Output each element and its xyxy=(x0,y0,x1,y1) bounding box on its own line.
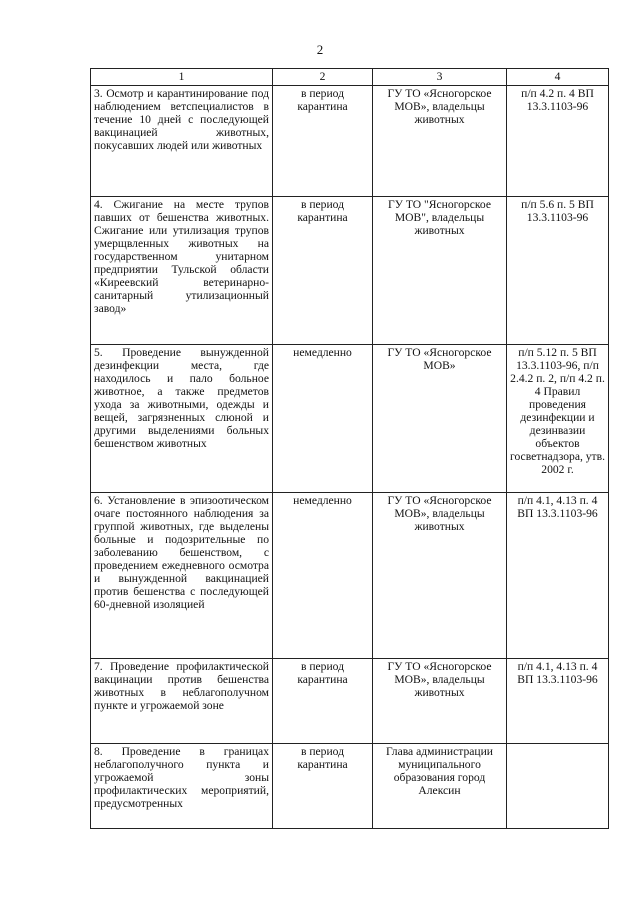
column-header: 1 xyxy=(91,69,273,86)
table-row xyxy=(91,345,609,493)
responsible-cell: ГУ ТО «Ясногорское МОВ», владельцы животных xyxy=(373,659,507,744)
basis-cell: п/п 4.1, 4.13 п. 4 ВП 13.3.1103-96 xyxy=(507,659,609,744)
measures-table xyxy=(90,68,609,829)
responsible-cell: ГУ ТО «Ясногорское МОВ», владельцы животных xyxy=(373,86,507,197)
column-header: 3 xyxy=(373,69,507,86)
table-header-row xyxy=(91,69,609,86)
action-cell: 5. Проведение вынужденной дезинфекции места, где находилось и пало больное животное, а также предметов ухода за животными, одежды и вещей, загрязненных слюной и другими выделениями больных бешенством животных xyxy=(91,345,273,493)
action-cell: 4. Сжигание на месте трупов павших от бешенства животных. Сжигание или утилизация трупов умерщвленных животных на государственном унитарном предприятии Тульской области «Киреевский ветеринарно-санитарный утилизационный завод» xyxy=(91,197,273,345)
basis-cell: п/п 5.6 п. 5 ВП 13.3.1103-96 xyxy=(507,197,609,345)
table-row xyxy=(91,86,609,197)
action-cell: 3. Осмотр и карантинирование под наблюдением ветспециалистов в течение 10 дней с последующей вакцинацией животных, покусавших людей или животных xyxy=(91,86,273,197)
basis-cell: п/п 5.12 п. 5 ВП 13.3.1103-96, п/п 2.4.2 п. 2, п/п 4.2 п. 4 Правил проведения дезинфекции и дезинвазии объектов госветнадзора, утв. 2002 г. xyxy=(507,345,609,493)
table-row xyxy=(91,493,609,659)
table-row xyxy=(91,744,609,829)
term-cell: немедленно xyxy=(273,493,373,659)
responsible-cell: ГУ ТО «Ясногорское МОВ», владельцы животных xyxy=(373,493,507,659)
table-row xyxy=(91,659,609,744)
responsible-cell: Глава администрации муниципального образования город Алексин xyxy=(373,744,507,829)
page-number: 2 xyxy=(316,42,324,57)
basis-cell: п/п 4.2 п. 4 ВП 13.3.1103-96 xyxy=(507,86,609,197)
term-cell: немедленно xyxy=(273,345,373,493)
basis-cell xyxy=(507,744,609,829)
term-cell: в период карантина xyxy=(273,86,373,197)
column-header: 2 xyxy=(273,69,373,86)
responsible-cell: ГУ ТО "Ясногорское МОВ", владельцы животных xyxy=(373,197,507,345)
action-cell: 6. Установление в эпизоотическом очаге постоянного наблюдения за группой животных, где выделены больные и подозрительные по заболеванию бешенством, с проведением ежедневного осмотра и вынужденной вакцинацией против бешенства с последующей 60-дневной изоляцией xyxy=(91,493,273,659)
term-cell: в период карантина xyxy=(273,744,373,829)
action-cell: 7. Проведение профилактической вакцинации против бешенства животных в неблагополучном пункте и угрожаемой зоне xyxy=(91,659,273,744)
basis-cell: п/п 4.1, 4.13 п. 4 ВП 13.3.1103-96 xyxy=(507,493,609,659)
column-header: 4 xyxy=(507,69,609,86)
responsible-cell: ГУ ТО «Ясногорское МОВ» xyxy=(373,345,507,493)
action-cell: 8. Проведение в границах неблагополучного пункта и угрожаемой зоны профилактических мероприятий, предусмотренных xyxy=(91,744,273,829)
term-cell: в период карантина xyxy=(273,659,373,744)
term-cell: в период карантина xyxy=(273,197,373,345)
table-row xyxy=(91,197,609,345)
